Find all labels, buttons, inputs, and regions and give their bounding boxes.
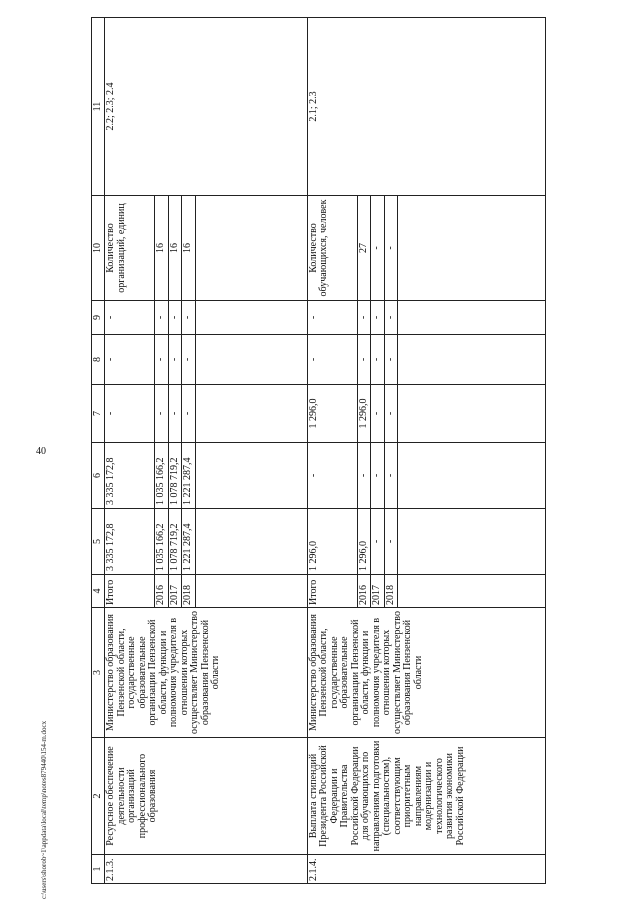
table-row	[307, 18, 357, 884]
value-cell: -	[384, 443, 398, 509]
header-cell: 4	[92, 575, 105, 608]
value-cell: -	[371, 443, 385, 509]
value-cell: -	[357, 443, 371, 509]
row-executor: Министерство образования Пензенской области, государственные образовательные организации Пензенской области, функции и полномочия учредителя в отношении которых осуществляет Министерство образования Пензенской области	[307, 608, 546, 738]
value-cell: -	[182, 301, 196, 335]
table-row	[105, 18, 155, 884]
row-id: 2.1.3.	[105, 855, 308, 884]
value-cell: -	[371, 385, 385, 443]
value-cell: -	[105, 335, 155, 385]
value-cell: -	[384, 385, 398, 443]
year-cell: 2017	[371, 575, 385, 608]
indicator-label: Количество организаций, единиц	[105, 196, 155, 301]
measures-table	[91, 17, 546, 884]
value-cell: -	[384, 335, 398, 385]
value-cell: -	[155, 301, 169, 335]
value-cell: -	[168, 335, 182, 385]
value-cell: -	[384, 509, 398, 575]
related-indicators: 2.1; 2.3	[307, 18, 546, 196]
year-cell: 2016	[155, 575, 169, 608]
header-cell: 11	[92, 18, 105, 196]
value-cell: -	[357, 301, 371, 335]
header-cell: 9	[92, 301, 105, 335]
indicator-value: 16	[168, 196, 182, 301]
indicator-value: -	[371, 196, 385, 301]
value-cell: -	[105, 301, 155, 335]
value-cell: 1 078 719,2	[168, 509, 182, 575]
related-indicators: 2.2; 2.3; 2.4	[105, 18, 308, 196]
value-cell: 1 221 287,4	[182, 443, 196, 509]
year-cell: 2018	[384, 575, 398, 608]
value-cell: -	[155, 335, 169, 385]
value-cell: -	[168, 301, 182, 335]
value-cell: -	[105, 385, 155, 443]
row-executor: Министерство образования Пензенской области, государственные образовательные организации Пензенской области, функции и полномочия учредителя в отношении которых осуществляет Министерство образования Пензенской области	[105, 608, 308, 738]
value-cell: 1 296,0	[357, 509, 371, 575]
value-cell: 1 078 719,2	[168, 443, 182, 509]
value-cell: -	[182, 335, 196, 385]
indicator-value: -	[384, 196, 398, 301]
value-cell: -	[168, 385, 182, 443]
page-number: 40	[36, 446, 46, 457]
indicator-value: 16	[182, 196, 196, 301]
header-cell: 7	[92, 385, 105, 443]
value-cell: -	[307, 443, 357, 509]
value-cell: 1 296,0	[307, 509, 357, 575]
value-cell: 1 221 287,4	[182, 509, 196, 575]
header-cell: 6	[92, 443, 105, 509]
year-cell: 2016	[357, 575, 371, 608]
rotated-table-wrapper	[91, 18, 583, 884]
value-cell: -	[155, 385, 169, 443]
value-cell: -	[371, 335, 385, 385]
indicator-label: Количество обучающихся, человек	[307, 196, 357, 301]
row-name: Выплата стипендий Президента Российской Федерации и Правительства Российской Федерации для обучающихся по направлениям подготовки (специальностям), соответствующим приоритетным направлениям модернизации и технологического развития экономики Российской Федерации	[307, 738, 546, 855]
year-cell: 2017	[168, 575, 182, 608]
row-id: 2.1.4.	[307, 855, 546, 884]
header-cell: 3	[92, 608, 105, 738]
header-cell: 5	[92, 509, 105, 575]
indicator-value: 16	[155, 196, 169, 301]
footer-file-path: c:\users\shorob~1\appdata\local\temp\notes879440\154-m.docx	[40, 720, 48, 899]
header-cell: 10	[92, 196, 105, 301]
header-cell: 2	[92, 738, 105, 855]
header-cell: 8	[92, 335, 105, 385]
value-cell: 1 296,0	[357, 385, 371, 443]
value-cell: -	[307, 335, 357, 385]
header-cell: 1	[92, 855, 105, 884]
value-cell: 3 335 172,8	[105, 443, 155, 509]
indicator-value: 27	[357, 196, 371, 301]
year-cell: 2018	[182, 575, 196, 608]
header-row	[92, 18, 105, 884]
value-cell: 1 296,0	[307, 385, 357, 443]
value-cell: -	[357, 335, 371, 385]
value-cell: 3 335 172,8	[105, 509, 155, 575]
value-cell: -	[307, 301, 357, 335]
value-cell: 1 035 166,2	[155, 509, 169, 575]
value-cell: -	[384, 301, 398, 335]
value-cell: 1 035 166,2	[155, 443, 169, 509]
year-cell: Итого	[105, 575, 155, 608]
row-name: Ресурсное обеспечение деятельности организаций профессионального образования	[105, 738, 308, 855]
value-cell: -	[371, 301, 385, 335]
value-cell: -	[182, 385, 196, 443]
value-cell: -	[371, 509, 385, 575]
year-cell: Итого	[307, 575, 357, 608]
